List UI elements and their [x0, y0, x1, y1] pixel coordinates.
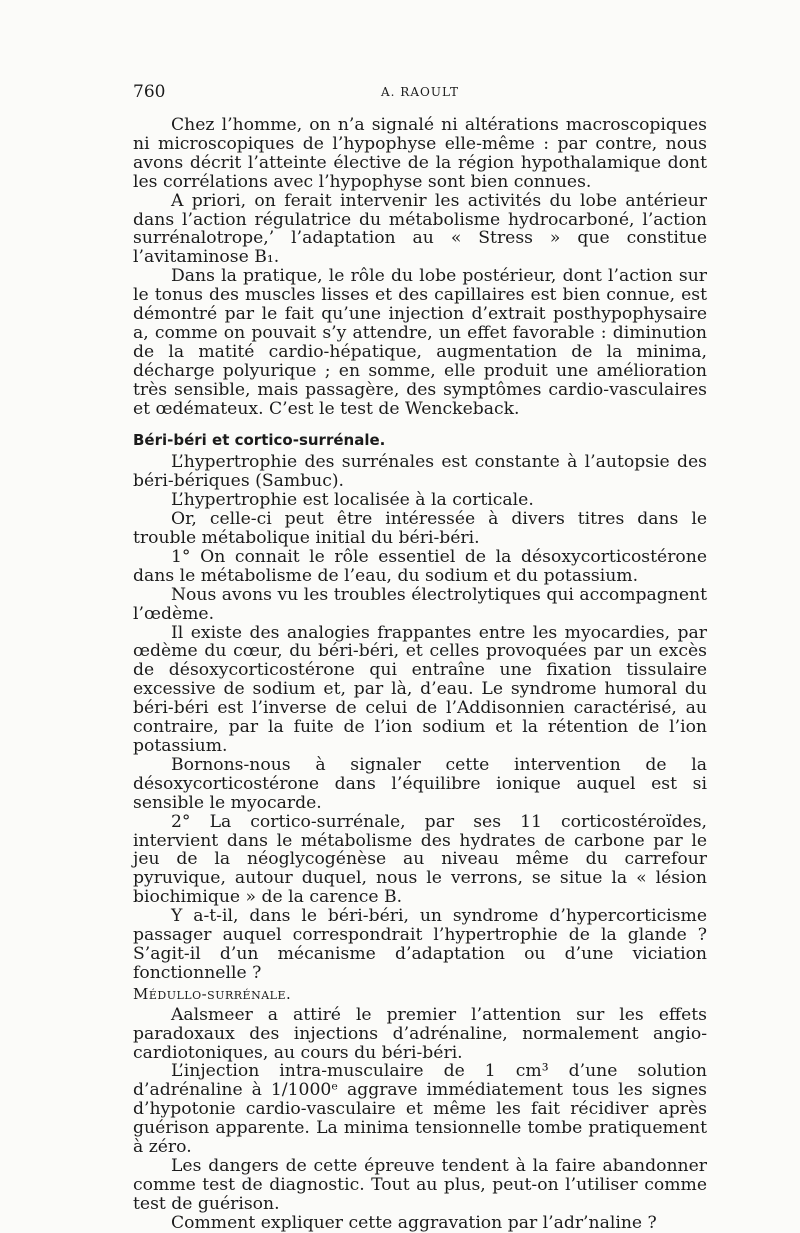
- paragraph: Y a-t-il, dans le béri-béri, un syndrome d’hypercorticisme passager auquel correspondrait l’hypertrophie de la glande ? S’agit-il d’un mécanisme d’adaptation ou d’une viciation fonctionnelle ?: [133, 906, 707, 983]
- page-body: [133, 116, 707, 1233]
- section-heading: Béri-béri et cortico-surrénale.: [133, 430, 386, 449]
- subheading: Médullo-surrénale.: [133, 984, 292, 1003]
- paragraph: Il existe des analogies frappantes entre les myocardies, par œdème du cœur, du béri-béri, et celles provoquées par un excès de désoxycorticostérone qui entraîne une fixation tissulaire excessive de sodium et, par là, d’eau. Le syndrome humoral du béri-béri est l’inverse de celui de l’Addisonnien caractérisé, au contraire, par la fuite de l’ion sodium et la rétention de l’ion potassium.: [133, 622, 707, 756]
- paragraph: Aalsmeer a attiré le premier l’attention sur les effets paradoxaux des injections d’adrénaline, normalement angio-cardiotoniques, au cours du béri-béri.: [133, 1004, 707, 1063]
- paragraph: A priori, on ferait intervenir les activités du lobe antérieur dans l’action régulatrice du métabolisme hydrocarboné, l’action surrénalotrope,’ l’adaptation au « Stress » que constitue l’avitaminose B₁.: [133, 190, 707, 268]
- paragraph: L’injection intra-musculaire de 1 cm³ d’une solution d’adrénaline à 1/1000ᵉ aggrave immédiatement tous les signes d’hypotonie cardio-vasculaire et même les fait récidiver après guérison apparente. La minima tensionnelle tombe pratiquement à zéro.: [133, 1061, 707, 1158]
- page-number: 760: [133, 82, 166, 102]
- paragraph: 1° On connait le rôle essentiel de la désoxycorticostérone dans le métabolisme de l’eau, du sodium et du potassium.: [133, 546, 707, 586]
- paragraph: Comment expliquer cette aggravation par l’adr’naline ?: [171, 1212, 657, 1233]
- paragraph: L’hypertrophie des surrénales est constante à l’autopsie des béri-bériques (Sambuc).: [133, 452, 707, 492]
- paragraph: Chez l’homme, on n’a signalé ni altérations macroscopiques ni microscopiques de l’hypophyse elle-même : par contre, nous avons décrit l’atteinte élective de la région hypothalamique dont les corrélations avec l’hypophyse sont bien connues.: [133, 115, 707, 192]
- paragraph: Nous avons vu les troubles électrolytiques qui accompagnent l’œdème.: [133, 584, 707, 624]
- running-head: A. RAOULT: [381, 85, 459, 99]
- paragraph: 2° La cortico-surrénale, par ses 11 corticostéroïdes, intervient dans le métabolisme des hydrates de carbone par le jeu de la néoglycogénèse au niveau même du carrefour pyruvique, autour duquel, nous le verrons, se situe la « lésion biochimique » de la carence B.: [133, 811, 707, 908]
- paragraph: Les dangers de cette épreuve tendent à la faire abandonner comme test de diagnostic. Tout au plus, peut-on l’utiliser comme test de guérison.: [133, 1155, 707, 1214]
- paragraph: L’hypertrophie est localisée à la corticale.: [171, 490, 534, 511]
- paragraph: Dans la pratique, le rôle du lobe postérieur, dont l’action sur le tonus des muscles lisses et des capillaires est bien connue, est démontré par le fait qu’une injection d’extrait posthypophysaire a, comme on pouvait s’y attendre, un effet favorable : diminution de la matité cardio-hépatique, augmentation de la minima, décharge polyurique ; en somme, elle produit une amélioration très sensible, mais passagère, des symptômes cardio-vasculaires et œdémateux. C’est le test de Wenckeback.: [133, 266, 707, 419]
- paragraph: Bornons-nous à signaler cette intervention de la désoxycorticostérone dans l’équilibre ionique auquel est si sensible le myocarde.: [133, 754, 707, 813]
- paragraph: Or, celle-ci peut être intéressée à divers titres dans le trouble métabolique initial du béri-béri.: [133, 509, 707, 549]
